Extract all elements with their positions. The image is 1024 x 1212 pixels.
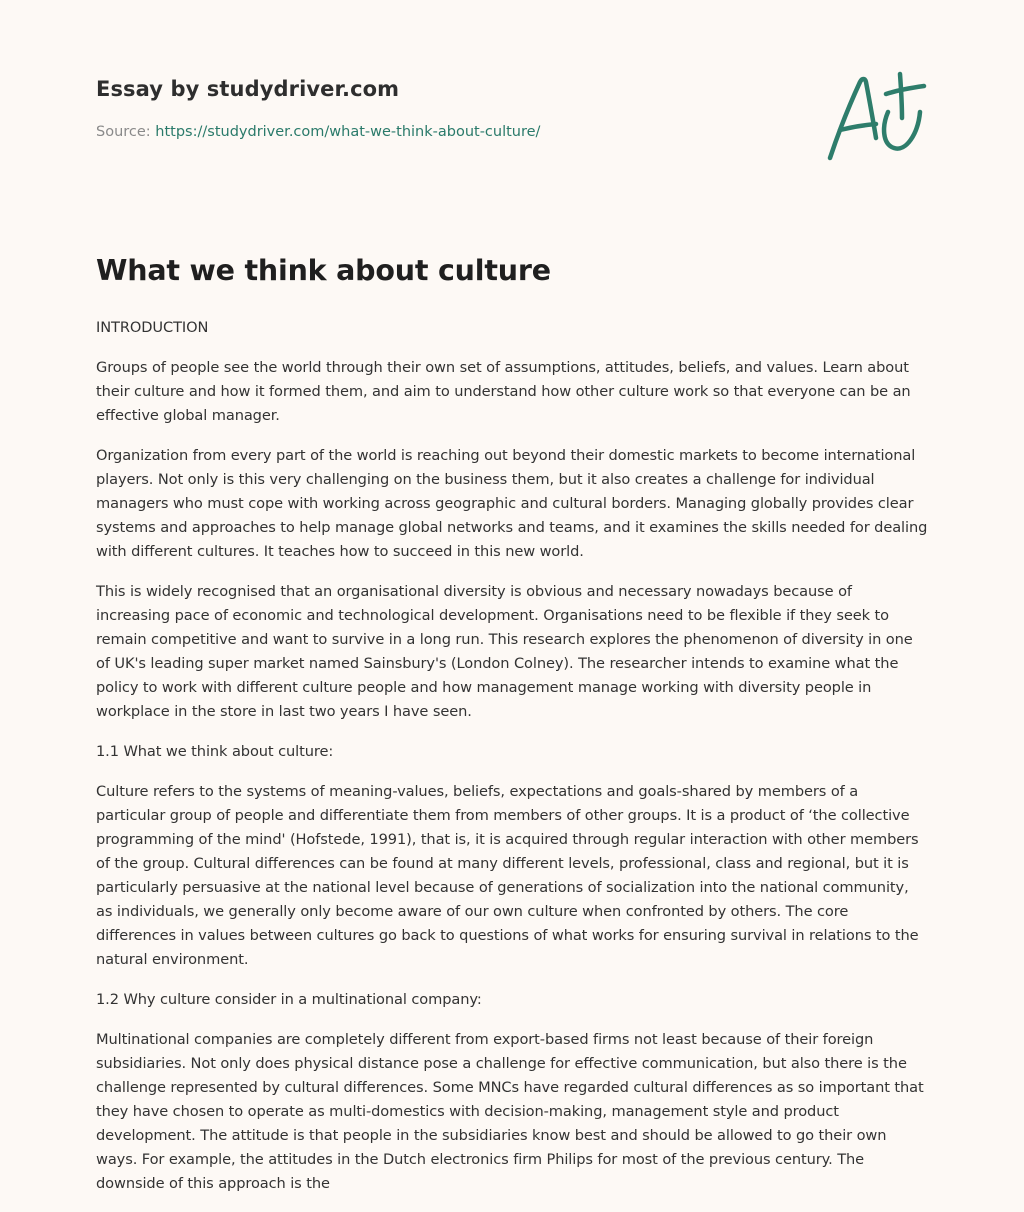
section-heading-introduction: INTRODUCTION (96, 319, 209, 336)
section-heading-1-1: 1.1 What we think about culture: (96, 743, 334, 760)
essay-title: What we think about culture (96, 254, 551, 287)
essay-body (96, 316, 928, 1212)
a-plus-logo-icon (822, 68, 930, 164)
section-heading-1-2: 1.2 Why culture consider in a multinational company: (96, 991, 482, 1008)
site-brand: Essay by studydriver.com (96, 77, 400, 101)
source-line (96, 124, 540, 140)
paragraph: Culture refers to the systems of meaning-values, beliefs, expectations and goals-shared by members of a particular group of people and differentiate them from members of other groups. It is a product of ‘the collective programming of the mind' (Hofstede, 1991), that is, it is acquired through regular interaction with other members of the group. Cultural differences can be found at many different levels, professional, class and regional, but it is particularly persuasive at the national level because of generations of socialization into the national community, as individuals, we generally only become aware of our own culture when confronted by others. The core differences in values between cultures go back to questions of what works for ensuring survival in relations to the natural environment. (96, 783, 919, 968)
paragraph: Organization from every part of the world is reaching out beyond their domestic markets to become international players. Not only is this very challenging on the business them, but it also creates a challenge for individual managers who must cope with working across geographic and cultural borders. Managing globally provides clear systems and approaches to help manage global networks and teams, and it examines the skills needed for dealing with different cultures. It teaches how to succeed in this new world. (96, 447, 928, 560)
paragraph: This is widely recognised that an organisational diversity is obvious and necessary nowadays because of increasing pace of economic and technological development. Organisations need to be flexible if they seek to remain competitive and want to survive in a long run. This research explores the phenomenon of diversity in one of UK's leading super market named Sainsbury's (London Colney). The researcher intends to examine what the policy to work with different culture people and how management manage working with diversity people in workplace in the store in last two years I have seen. (96, 583, 913, 720)
source-link[interactable]: https://studydriver.com/what-we-think-about-culture/ (155, 124, 541, 140)
paragraph: Groups of people see the world through their own set of assumptions, attitudes, beliefs, and values. Learn about their culture and how it formed them, and aim to understand how other culture work so that everyone can be an effective global manager. (96, 359, 911, 424)
paragraph: Multinational companies are completely different from export-based firms not least because of their foreign subsidiaries. Not only does physical distance pose a challenge for effective communication, but also there is the challenge represented by cultural differences. Some MNCs have regarded cultural differences as so important that they have chosen to operate as multi-domestics with decision-making, management style and product development. The attitude is that people in the subsidiaries know best and should be allowed to go their own ways. For example, the attitudes in the Dutch electronics firm Philips for most of the previous century. The downside of this approach is the (96, 1031, 924, 1192)
source-label: Source: (96, 124, 151, 140)
